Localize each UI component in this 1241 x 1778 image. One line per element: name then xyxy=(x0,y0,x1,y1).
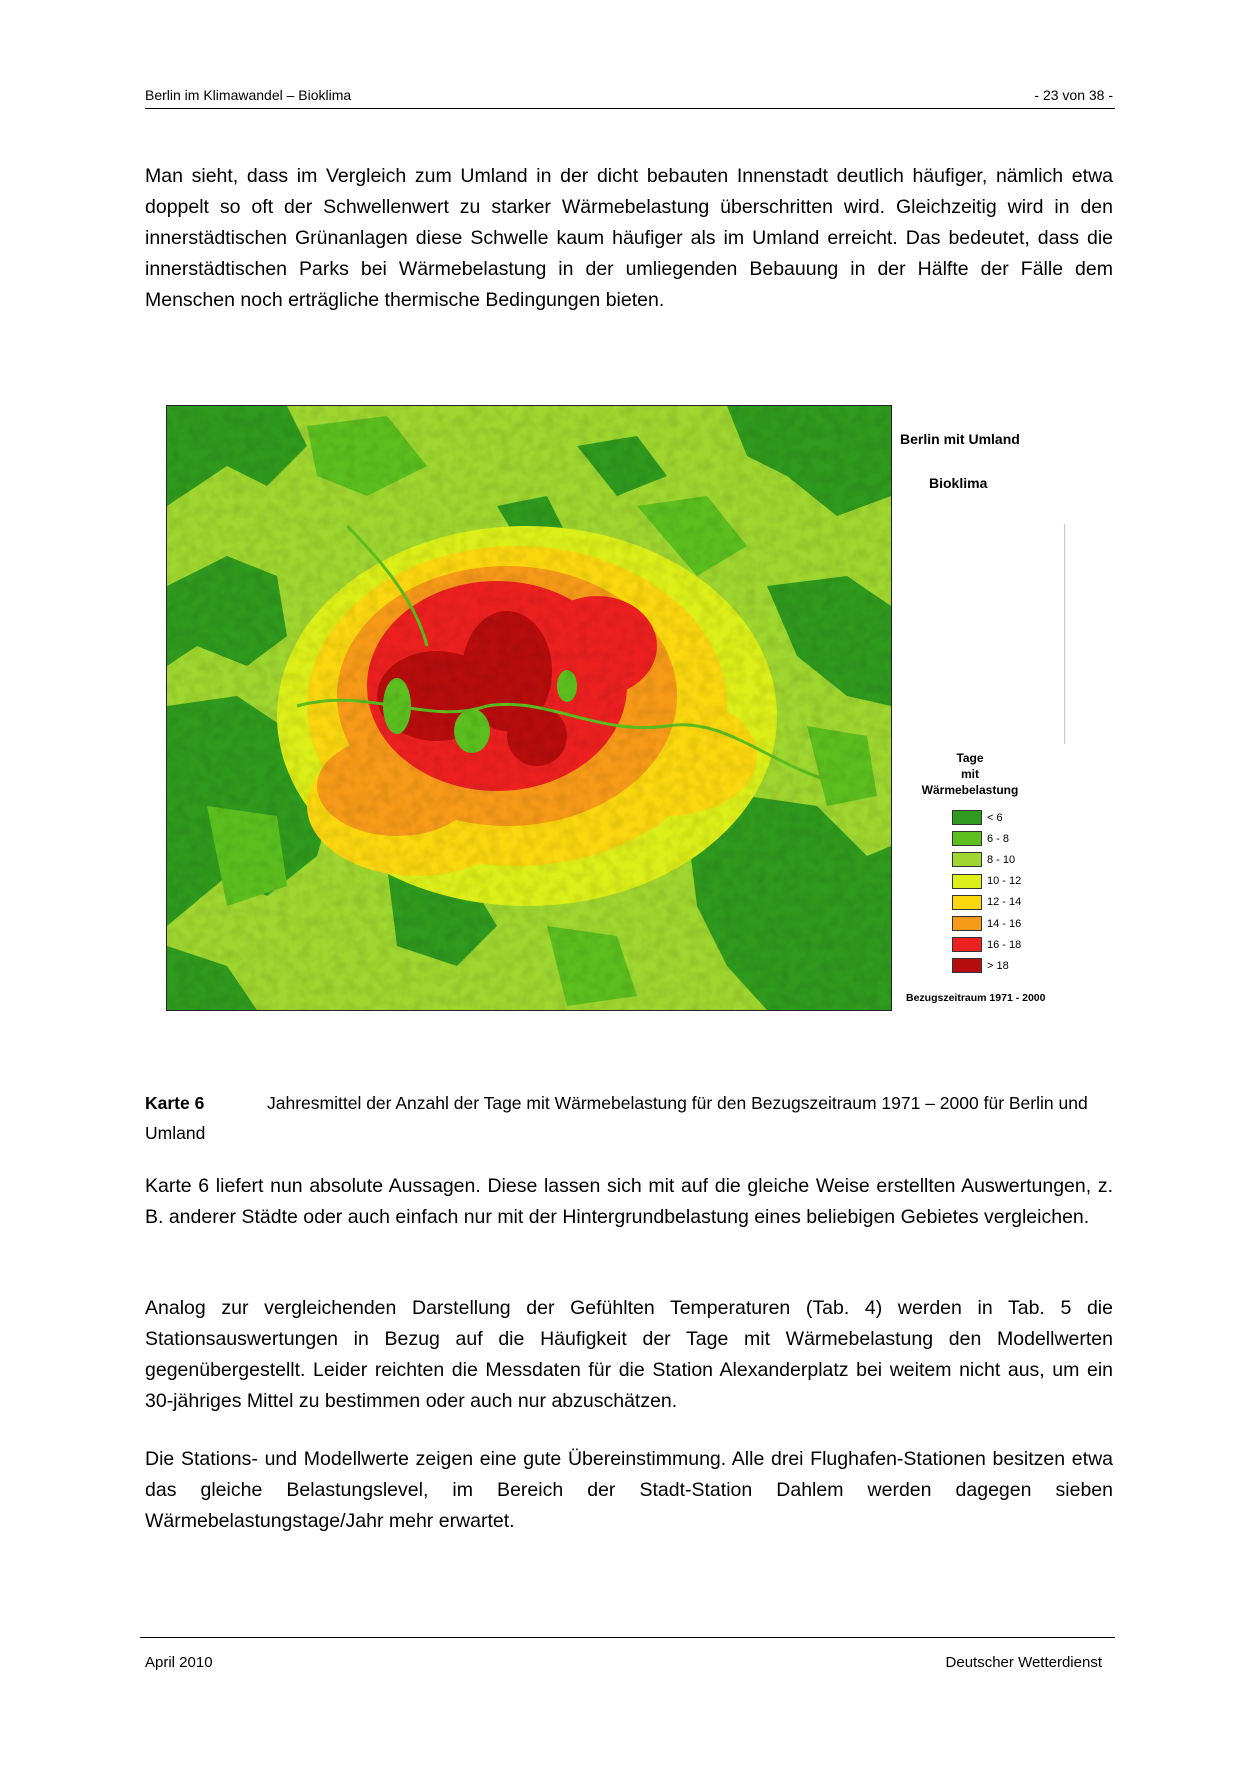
legend-label: 8 - 10 xyxy=(987,853,1016,866)
legend-swatch xyxy=(952,831,982,846)
map-subtitle: Bioklima xyxy=(929,475,988,491)
legend-swatch xyxy=(952,810,982,825)
figure-caption xyxy=(145,1088,1113,1148)
legend-swatch xyxy=(952,958,982,973)
legend-period: Bezugszeitraum 1971 - 2000 xyxy=(906,992,1046,1004)
paragraph-2: Karte 6 liefert nun absolute Aussagen. Diese lassen sich mit auf die gleiche Weise erstellten Auswertungen, z. B. anderer Städte oder auch einfach nur mit der Hintergrundbelastung eines beliebigen Gebietes vergleichen. xyxy=(145,1175,1113,1228)
legend-label: 16 - 18 xyxy=(987,938,1022,951)
legend-heading-line-3: Wärmebelastung xyxy=(921,783,1019,797)
legend-swatch xyxy=(952,874,982,889)
legend-item xyxy=(952,913,1021,934)
legend-heading-line-1: Tage xyxy=(956,751,984,765)
legend-item xyxy=(952,871,1021,892)
legend-label: > 18 xyxy=(987,959,1009,972)
legend-heading-line-2: mit xyxy=(961,767,979,781)
caption-text: Jahresmittel der Anzahl der Tage mit Wärmebelastung für den Bezugszeitraum 1971 – 2000 für Berlin und Umland xyxy=(145,1093,1088,1143)
legend-item xyxy=(952,892,1021,913)
legend-swatch xyxy=(952,916,982,931)
legend-item xyxy=(952,849,1021,870)
legend-item xyxy=(952,934,1021,955)
legend-label: 12 - 14 xyxy=(987,896,1022,909)
legend-swatch xyxy=(952,937,982,952)
page-header xyxy=(145,86,1115,109)
header-title: Berlin im Klimawandel – Bioklima xyxy=(145,87,352,103)
legend-swatch xyxy=(952,895,982,910)
map-title: Berlin mit Umland xyxy=(900,431,1020,447)
legend-label: < 6 xyxy=(987,811,1003,824)
page-number: - 23 von 38 - xyxy=(1034,87,1113,103)
page-footer xyxy=(140,1637,1115,1671)
legend-item xyxy=(952,955,1021,976)
legend-heading xyxy=(905,750,1035,798)
legend-item xyxy=(952,828,1021,849)
paragraph-1: Man sieht, dass im Vergleich zum Umland in der dicht bebauten Innenstadt deutlich häufiger, nämlich etwa doppelt so oft der Schwellenwert zu starker Wärmebelastung überschritten wird. Gleichzeitig wird in den innerstädtischen Grünanlagen diese Schwelle kaum häufiger als im Umland erreicht. Das bedeutet, dass die innerstädtischen Parks bei Wärmebelastung in der umliegenden Bebauung in der Hälfte der Fälle dem Menschen noch erträgliche thermische Bedingungen bieten. xyxy=(145,165,1113,311)
footer-date: April 2010 xyxy=(145,1654,213,1671)
legend-label: 6 - 8 xyxy=(987,832,1010,845)
map-legend xyxy=(952,807,1021,977)
bioclimate-map xyxy=(166,405,892,1011)
caption-number: Karte 6 xyxy=(145,1093,205,1113)
legend-swatch xyxy=(952,852,982,867)
legend-label: 10 - 12 xyxy=(987,875,1022,888)
paragraph-3: Analog zur vergleichenden Darstellung der Gefühlten Temperaturen (Tab. 4) werden in Tab. 5 die Stationsauswertungen in Bezug auf die Häufigkeit der Tage mit Wärmebelastung den Modellwerten gegenübergestellt. Leider reichten die Messdaten für die Station Alexanderplatz bei weitem nicht aus, um ein 30-jähriges Mittel zu bestimmen oder auch nur abzuschätzen. xyxy=(145,1297,1113,1412)
paragraph-4: Die Stations- und Modellwerte zeigen eine gute Übereinstimmung. Alle drei Flughafen-Stationen besitzen etwa das gleiche Belastungslevel, im Bereich der Stadt-Station Dahlem werden dagegen sieben Wärmebelastungstage/Jahr mehr erwartet. xyxy=(145,1448,1113,1532)
map-graphic xyxy=(167,406,891,1010)
divider-line xyxy=(1064,524,1065,744)
footer-organization: Deutscher Wetterdienst xyxy=(945,1654,1102,1671)
legend-item xyxy=(952,807,1021,828)
legend-label: 14 - 16 xyxy=(987,917,1022,930)
